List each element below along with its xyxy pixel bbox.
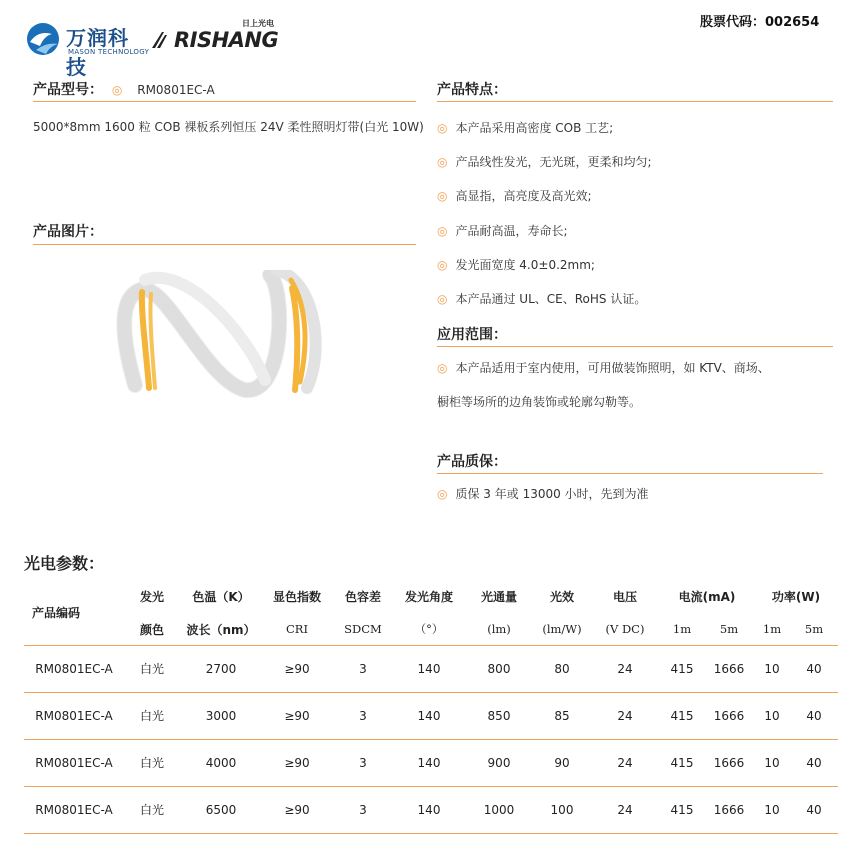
table-cell: 1000 <box>464 787 534 834</box>
image-rule <box>33 244 416 245</box>
feature-item: ◎ 发光面宽度 4.0±0.2mm; <box>437 258 595 272</box>
table-cell: ≥90 <box>262 740 332 787</box>
feature-item: ◎ 高显指，高亮度及高光效; <box>437 189 592 203</box>
col-header-sdcm: 色容差 <box>344 589 381 604</box>
brand2-small: 日上光电 <box>242 19 274 28</box>
rishang-logo <box>150 18 280 58</box>
table-cell: ≥90 <box>262 646 332 693</box>
table-cell: 800 <box>464 646 534 693</box>
table-cell: 24 <box>590 693 660 740</box>
table-cell: 3 <box>332 693 394 740</box>
application-line-1: ◎ 本产品适用于室内使用，可用做装饰照明，如 KTV、商场、 <box>437 361 770 375</box>
table-cell: 24 <box>590 740 660 787</box>
table-cell: 140 <box>394 787 464 834</box>
col-header-cri: 显色指数 <box>272 589 321 604</box>
col-subheader: CRI <box>285 622 308 636</box>
table-cell: 白光 <box>124 693 180 740</box>
table-row <box>24 646 838 693</box>
table-cell: 10 <box>754 740 790 787</box>
mason-logo-icon <box>26 22 62 56</box>
table-cell: 10 <box>754 646 790 693</box>
table-cell: 850 <box>464 693 534 740</box>
feature-marker: ◎ <box>437 121 448 135</box>
table-cell: 85 <box>534 693 590 740</box>
table-cell: 白光 <box>124 646 180 693</box>
application-rule <box>437 346 833 347</box>
table-cell: 白光 <box>124 787 180 834</box>
table-cell: 3 <box>332 740 394 787</box>
col-subheader: (V DC) <box>605 622 645 636</box>
col-subheader: 5m <box>719 622 739 636</box>
model-heading <box>33 79 215 99</box>
table-cell: ≥90 <box>262 787 332 834</box>
col-subheader: （°） <box>414 622 444 636</box>
col-header-code: 产品编码 <box>32 605 81 620</box>
table-cell: 415 <box>660 787 704 834</box>
table-cell: RM0801EC-A <box>24 693 124 740</box>
table-cell: 100 <box>534 787 590 834</box>
table-cell: 40 <box>790 693 838 740</box>
brand2-big: RISHANG <box>174 28 279 52</box>
feature-marker: ◎ <box>437 189 448 203</box>
table-cell: 415 <box>660 740 704 787</box>
table-cell: 140 <box>394 693 464 740</box>
model-title: 产品型号： <box>33 82 103 98</box>
table-cell: 1666 <box>704 740 754 787</box>
table-cell: 40 <box>790 740 838 787</box>
feature-item: ◎ 本产品采用高密度 COB 工艺; <box>437 121 614 135</box>
table-cell: 415 <box>660 646 704 693</box>
table-cell: 2700 <box>180 646 262 693</box>
table-cell: 白光 <box>124 740 180 787</box>
table-cell: 1666 <box>704 787 754 834</box>
col-subheader: 波长（nm） <box>186 622 256 637</box>
table-cell: 90 <box>534 740 590 787</box>
col-header-angle: 发光角度 <box>404 589 453 604</box>
col-header-efficacy: 光效 <box>549 589 574 604</box>
feature-item: ◎ 本产品通过 UL、CE、RoHS 认证。 <box>437 292 647 306</box>
table-cell: 3 <box>332 646 394 693</box>
col-subheader: 1m <box>762 622 782 636</box>
feature-item: ◎ 产品耐高温，寿命长; <box>437 224 568 238</box>
features-rule <box>437 101 833 102</box>
col-subheader: (lm) <box>487 622 511 636</box>
table-cell: 24 <box>590 787 660 834</box>
col-subheader: SDCM <box>344 622 382 636</box>
table-cell: 6500 <box>180 787 262 834</box>
table-cell: RM0801EC-A <box>24 740 124 787</box>
col-header-current: 电流(mA) <box>678 589 736 604</box>
params-title: 光电参数： <box>24 554 105 573</box>
col-header-voltage: 电压 <box>612 589 637 604</box>
table-cell: 10 <box>754 787 790 834</box>
stock-code: 股票代码：002654 <box>700 15 820 30</box>
rishang-logo-icon <box>150 28 174 52</box>
warranty-rule <box>437 473 823 474</box>
table-cell: 3000 <box>180 693 262 740</box>
col-header-light: 发光 <box>139 589 164 604</box>
table-cell: 140 <box>394 740 464 787</box>
table-cell: 3 <box>332 787 394 834</box>
brand-en: MASON TECHNOLOGY <box>68 48 150 56</box>
table-cell: RM0801EC-A <box>24 787 124 834</box>
table-cell: 900 <box>464 740 534 787</box>
model-value: RM0801EC-A <box>137 83 215 97</box>
col-header-cct: 色温（K） <box>192 589 250 604</box>
feature-item: ◎ 产品线性发光，无光斑，更柔和均匀; <box>437 155 652 169</box>
col-subheader: (lm/W) <box>542 622 582 636</box>
feature-marker: ◎ <box>437 258 448 272</box>
warranty-title: 产品质保： <box>437 454 507 470</box>
application-title: 应用范围： <box>437 327 507 343</box>
col-subheader: 5m <box>804 622 824 636</box>
table-cell: 415 <box>660 693 704 740</box>
feature-marker: ◎ <box>437 292 448 306</box>
model-rule <box>33 101 416 102</box>
led-strip-image <box>95 270 345 410</box>
table-cell: 24 <box>590 646 660 693</box>
features-title: 产品特点： <box>437 82 507 98</box>
table-row <box>24 693 838 740</box>
feature-marker: ◎ <box>437 224 448 238</box>
application-marker: ◎ <box>437 361 448 375</box>
feature-marker: ◎ <box>437 155 448 169</box>
params-table <box>24 579 838 834</box>
table-cell: 140 <box>394 646 464 693</box>
brand-cn: 万润科技 <box>66 26 129 79</box>
table-cell: ≥90 <box>262 693 332 740</box>
model-description: 5000*8mm 1600 粒 COB 裸板系列恒压 24V 柔性照明灯带(白光 10W) <box>33 120 424 134</box>
application-line-2: 橱柜等场所的边角装饰或轮廓勾勒等。 <box>437 395 642 409</box>
table-cell: 40 <box>790 787 838 834</box>
table-cell: 80 <box>534 646 590 693</box>
table-cell: 10 <box>754 693 790 740</box>
col-subheader: 1m <box>672 622 692 636</box>
model-marker: ◎ <box>111 83 123 97</box>
col-subheader: 颜色 <box>139 622 164 637</box>
table-cell: 1666 <box>704 693 754 740</box>
warranty-text: ◎ 质保 3 年或 13000 小时，先到为准 <box>437 487 649 501</box>
params-rows <box>24 646 838 834</box>
warranty-marker: ◎ <box>437 487 448 501</box>
col-header-flux: 光通量 <box>480 589 517 604</box>
table-cell: 40 <box>790 646 838 693</box>
table-row <box>24 740 838 787</box>
mason-logo <box>26 22 150 79</box>
image-title: 产品图片： <box>33 224 103 240</box>
col-header-power: 功率(W) <box>771 589 821 604</box>
table-row <box>24 787 838 834</box>
table-cell: 4000 <box>180 740 262 787</box>
table-cell: 1666 <box>704 646 754 693</box>
table-cell: RM0801EC-A <box>24 646 124 693</box>
